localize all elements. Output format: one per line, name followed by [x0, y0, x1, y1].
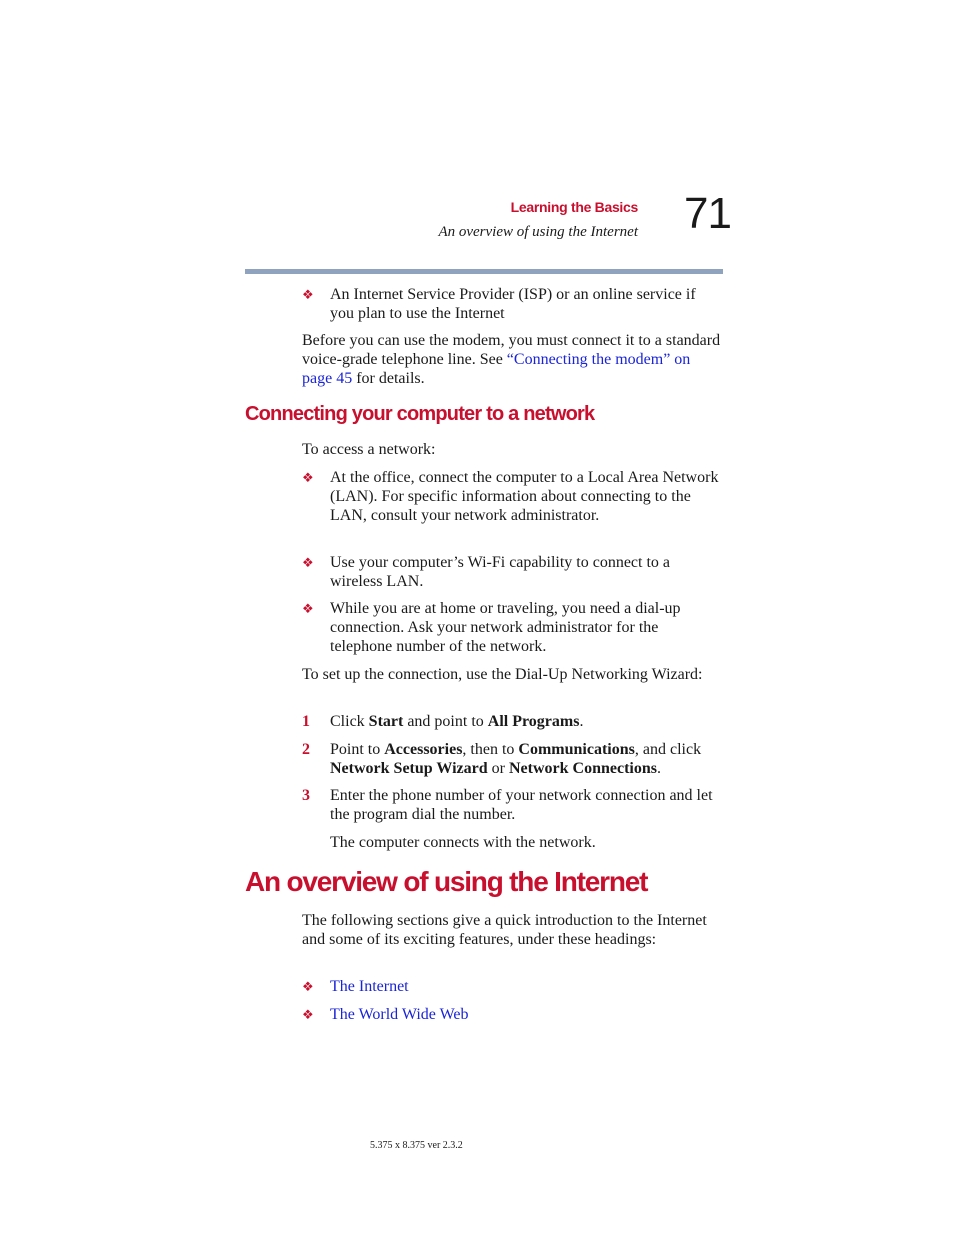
ui-term: Accessories: [384, 741, 463, 758]
overview-intro: The following sections give a quick introduction to the Internet and some of its exciting features, under these headings:: [302, 912, 707, 948]
step-text: Enter the phone number of your network connection and let the program dial the number.: [330, 787, 713, 823]
ui-term: Network Setup Wizard: [330, 760, 488, 777]
list-item: [302, 599, 722, 656]
list-item-text: An Internet Service Provider (ISP) or an online service if you plan to use the Internet: [330, 286, 696, 322]
step-text-part: Point to: [330, 741, 385, 758]
step-text-part: , then to: [462, 741, 519, 758]
step-number: 3: [302, 787, 310, 804]
ui-term: Communications: [518, 741, 635, 758]
list-item-text: Use your computer’s Wi-Fi capability to connect to a wireless LAN.: [330, 554, 671, 590]
modem-paragraph: [302, 331, 722, 388]
network-intro: To access a network:: [302, 441, 436, 458]
step-text-part: .: [579, 713, 584, 730]
ui-term: Network Connections: [508, 760, 657, 777]
ui-term: All Programs: [487, 713, 580, 730]
step-text: [330, 740, 722, 778]
list-item: [302, 1005, 722, 1024]
ui-term: Start: [368, 713, 404, 730]
step-item: [302, 740, 722, 778]
bullet-icon: ❖: [302, 979, 314, 994]
list-item-text: At the office, connect the computer to a Local Area Network (LAN). For specific information about connecting to the LAN, consult your network administrator.: [330, 469, 719, 524]
running-header-section: An overview of using the Internet: [438, 224, 638, 240]
step-text-part: Click: [330, 713, 369, 730]
page-footer: 5.375 x 8.375 ver 2.3.2: [370, 1140, 463, 1151]
list-item: [302, 468, 722, 525]
step-number: 2: [302, 741, 310, 758]
running-header-chapter: Learning the Basics: [510, 199, 638, 215]
bullet-icon: ❖: [302, 1007, 314, 1022]
connecting-modem-link[interactable]: “Connecting the modem” on page 45: [302, 351, 691, 387]
step-text-part: and point to: [403, 713, 488, 730]
bullet-icon: ❖: [302, 601, 314, 616]
modem-paragraph-text-end: for details.: [352, 370, 425, 387]
step-text-part: , and click: [634, 741, 702, 758]
modem-paragraph-text: Before you can use the modem, you must connect it to a standard voice-grade telephone line. See: [302, 332, 721, 368]
step-text-part: .: [656, 760, 661, 777]
bullet-icon: ❖: [302, 470, 314, 485]
step-text-part: or: [487, 760, 509, 777]
list-item: [302, 977, 722, 996]
step-number: 1: [302, 713, 310, 730]
step-item: [302, 786, 722, 824]
section-heading-overview: An overview of using the Internet: [245, 866, 648, 897]
bullet-icon: ❖: [302, 555, 314, 570]
step-item: [302, 712, 722, 731]
bullet-icon: ❖: [302, 287, 314, 302]
list-item-text: While you are at home or traveling, you need a dial-up connection. Ask your network administrator for the telephone number of the network.: [330, 600, 681, 655]
setup-intro: To set up the connection, use the Dial-Up Networking Wizard:: [302, 666, 703, 683]
step-result: The computer connects with the network.: [330, 834, 596, 851]
link-the-internet[interactable]: The Internet: [330, 978, 409, 995]
page-number: 71: [684, 189, 731, 238]
section-heading-network: Connecting your computer to a network: [245, 403, 595, 425]
step-text: [330, 712, 722, 731]
list-item: [302, 553, 722, 591]
link-world-wide-web[interactable]: The World Wide Web: [330, 1006, 469, 1023]
header-rule: [245, 269, 723, 274]
list-item: [302, 285, 722, 323]
